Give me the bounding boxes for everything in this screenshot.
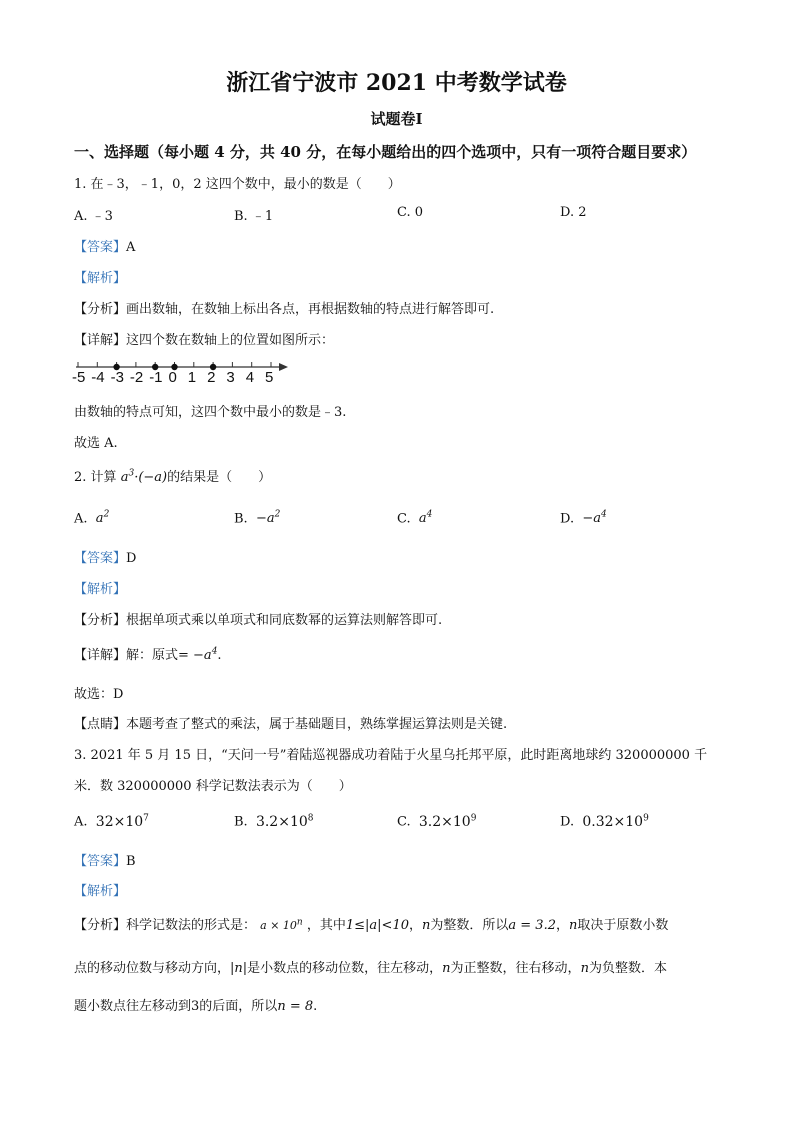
- q2-option-c: [397, 510, 432, 526]
- q3-n-4: n: [580, 961, 589, 976]
- q2-option-d-label: D.: [560, 511, 575, 527]
- q2-choose: 故选：D: [74, 687, 124, 702]
- q3-n-2: n: [569, 918, 578, 933]
- number-line-tick-label: 2: [207, 369, 216, 386]
- q3-option-a-label: A.: [74, 814, 88, 830]
- q1-conclusion: 由数轴的特点可知，这四个数中最小的数是﹣3.: [74, 405, 347, 420]
- q2-expression: $a^3\cdot(-a)$: [120, 468, 168, 485]
- q1-choose: 故选 A.: [74, 436, 118, 451]
- answer-tag: 【答案】: [74, 551, 127, 566]
- answer-tag: 【答案】: [74, 240, 127, 255]
- q2-option-b-label: B.: [234, 511, 248, 527]
- q2-stem-post: 的结果是（ ）: [167, 470, 272, 485]
- q3-line3-mid: 的后面，所以: [199, 999, 278, 1014]
- number-line-tick-label: 1: [187, 369, 197, 386]
- number-line-tick-label: -4: [91, 369, 105, 386]
- q3-option-d: [560, 813, 649, 830]
- q2-option-a: [74, 510, 109, 526]
- q2-option-a-label: A.: [74, 511, 88, 527]
- q3-option-c-label: C.: [397, 814, 411, 830]
- exam-title: 浙江省宁波市 2021 中考数学试卷: [226, 70, 567, 96]
- q1-option-d: D. 2: [560, 205, 587, 220]
- q3-option-b: [234, 813, 314, 830]
- number-line-tick-label: -3: [110, 369, 124, 386]
- q2-stem-pre: 2. 计算: [74, 470, 117, 485]
- q2-dianjing: 【点睛】本题考查了整式的乘法，属于基础题目，熟练掌握运算法则是关键.: [74, 717, 508, 732]
- number-line-tick-label: 3: [226, 369, 235, 386]
- q3-option-a: [74, 813, 149, 830]
- q3-fenxi-mid: ，其中: [306, 918, 346, 933]
- q3-option-d-label: D.: [560, 814, 575, 830]
- q2-answer: [74, 547, 136, 566]
- q1-fenxi: 【分析】画出数轴，在数轴上标出各点，再根据数轴的特点进行解答即可.: [74, 302, 495, 317]
- q2-option-d-math: $-a^4$: [582, 510, 607, 527]
- q3-line2-mid2: 为正整数，往右移动，: [450, 961, 581, 976]
- q2-option-c-math: $a^4$: [418, 510, 433, 527]
- q1-option-a: A. ﹣3: [74, 209, 113, 224]
- number-line-tick-label: -1: [149, 369, 163, 386]
- q3-abs-n: |n|: [230, 961, 248, 976]
- answer-value: D: [126, 551, 137, 566]
- q3-n-3: n: [442, 961, 451, 976]
- q3-option-b-math: $3.2\times 10^8$: [255, 813, 314, 830]
- number-line-tick-label: 0: [168, 369, 177, 386]
- q3-fenxi-end: 取决于原数小数: [577, 918, 669, 933]
- q2-option-b: [234, 510, 280, 526]
- q3-line2-pre: 点的移动位数与移动方向，: [74, 961, 231, 976]
- q3-fenxi-line1: 【分析】科学记数法的形式是： $a \times 10^n$ ，其中1≤|a|<10，n为整数．所以a = 3.2，n取决于原数小数: [74, 917, 669, 933]
- q1-answer: [74, 236, 135, 255]
- q2-xiangjie-pre: 【详解】解：原式: [74, 648, 179, 663]
- number-line-labels: [70, 369, 300, 389]
- answer-value: A: [126, 240, 136, 255]
- q2-xiangjie: 【详解】解：原式= $-a^4$.: [74, 646, 222, 663]
- q3-jiexi: 【解析】: [74, 884, 127, 899]
- q1-xiangjie: 【详解】这四个数在数轴上的位置如图所示：: [74, 333, 335, 348]
- section-heading: 一、选择题（每小题 4 分，共 40 分，在每小题给出的四个选项中，只有一项符合题目要求）: [74, 143, 697, 161]
- q1-stem: 1. 在﹣3，﹣1，0，2 这四个数中，最小的数是（ ）: [74, 177, 401, 192]
- number-line-tick-label: 5: [265, 369, 274, 386]
- exam-subtitle: 试题卷Ⅰ: [370, 110, 423, 128]
- q3-option-c-math: $3.2\times 10^9$: [418, 813, 477, 830]
- q3-option-a-math: $32\times 10^7$: [95, 813, 149, 830]
- q2-fenxi: 【分析】根据单项式乘以单项式和同底数幂的运算法则解答即可.: [74, 613, 443, 628]
- q1-jiexi: 【解析】: [74, 271, 127, 286]
- q3-line2-mid: 是小数点的移动位数，往左移动，: [247, 961, 443, 976]
- q2-option-c-label: C.: [397, 511, 411, 527]
- answer-value: B: [126, 854, 136, 869]
- number-line-tick-label: 4: [245, 369, 255, 386]
- q3-line3-pre: 题小数点往左移动到: [74, 999, 192, 1014]
- q2-stem: [74, 466, 271, 485]
- q3-fenxi-line2: [74, 957, 667, 976]
- q3-line2-end: 为负整数．本: [588, 961, 667, 976]
- q3-n: n: [422, 918, 431, 933]
- q2-jiexi: 【解析】: [74, 582, 127, 597]
- q1-option-b: B. ﹣1: [234, 209, 274, 224]
- q3-fenxi-line3: 题小数点往左移动到3的后面，所以n = 8.: [74, 999, 318, 1014]
- q3-option-d-math: $0.32\times 10^9$: [582, 813, 649, 830]
- q2-result: = $-a^4$: [178, 646, 218, 663]
- q3-stem-line1: 3. 2021 年 5 月 15 日，“天问一号”着陆巡视器成功着陆于火星乌托邦平原，此时距离地球约 320000000 千: [74, 748, 708, 763]
- q3-n-result: n = 8: [277, 999, 314, 1014]
- q3-fenxi-mid2: 为整数．所以: [430, 918, 509, 933]
- number-line-tick-label: -5: [72, 369, 86, 386]
- q3-fenxi-pre: 【分析】科学记数法的形式是：: [74, 918, 257, 933]
- number-line-tick-label: -2: [129, 369, 144, 386]
- q3-option-b-label: B.: [234, 814, 248, 830]
- q3-range: 1≤|a|<10: [345, 918, 409, 933]
- q3-a-value: a = 3.2: [508, 918, 556, 933]
- q2-option-b-math: $-a^2$: [255, 510, 281, 527]
- answer-tag: 【答案】: [74, 854, 127, 869]
- q2-option-d: [560, 510, 607, 526]
- q3-stem-line2: 米．数 320000000 科学记数法表示为（ ）: [74, 779, 352, 794]
- q3-answer: [74, 850, 136, 869]
- q3-option-c: [397, 813, 476, 830]
- q3-sci-form: $a \times 10^n$: [260, 917, 303, 932]
- q2-option-a-math: $a^2$: [95, 510, 110, 527]
- q1-option-c: C. 0: [397, 205, 424, 220]
